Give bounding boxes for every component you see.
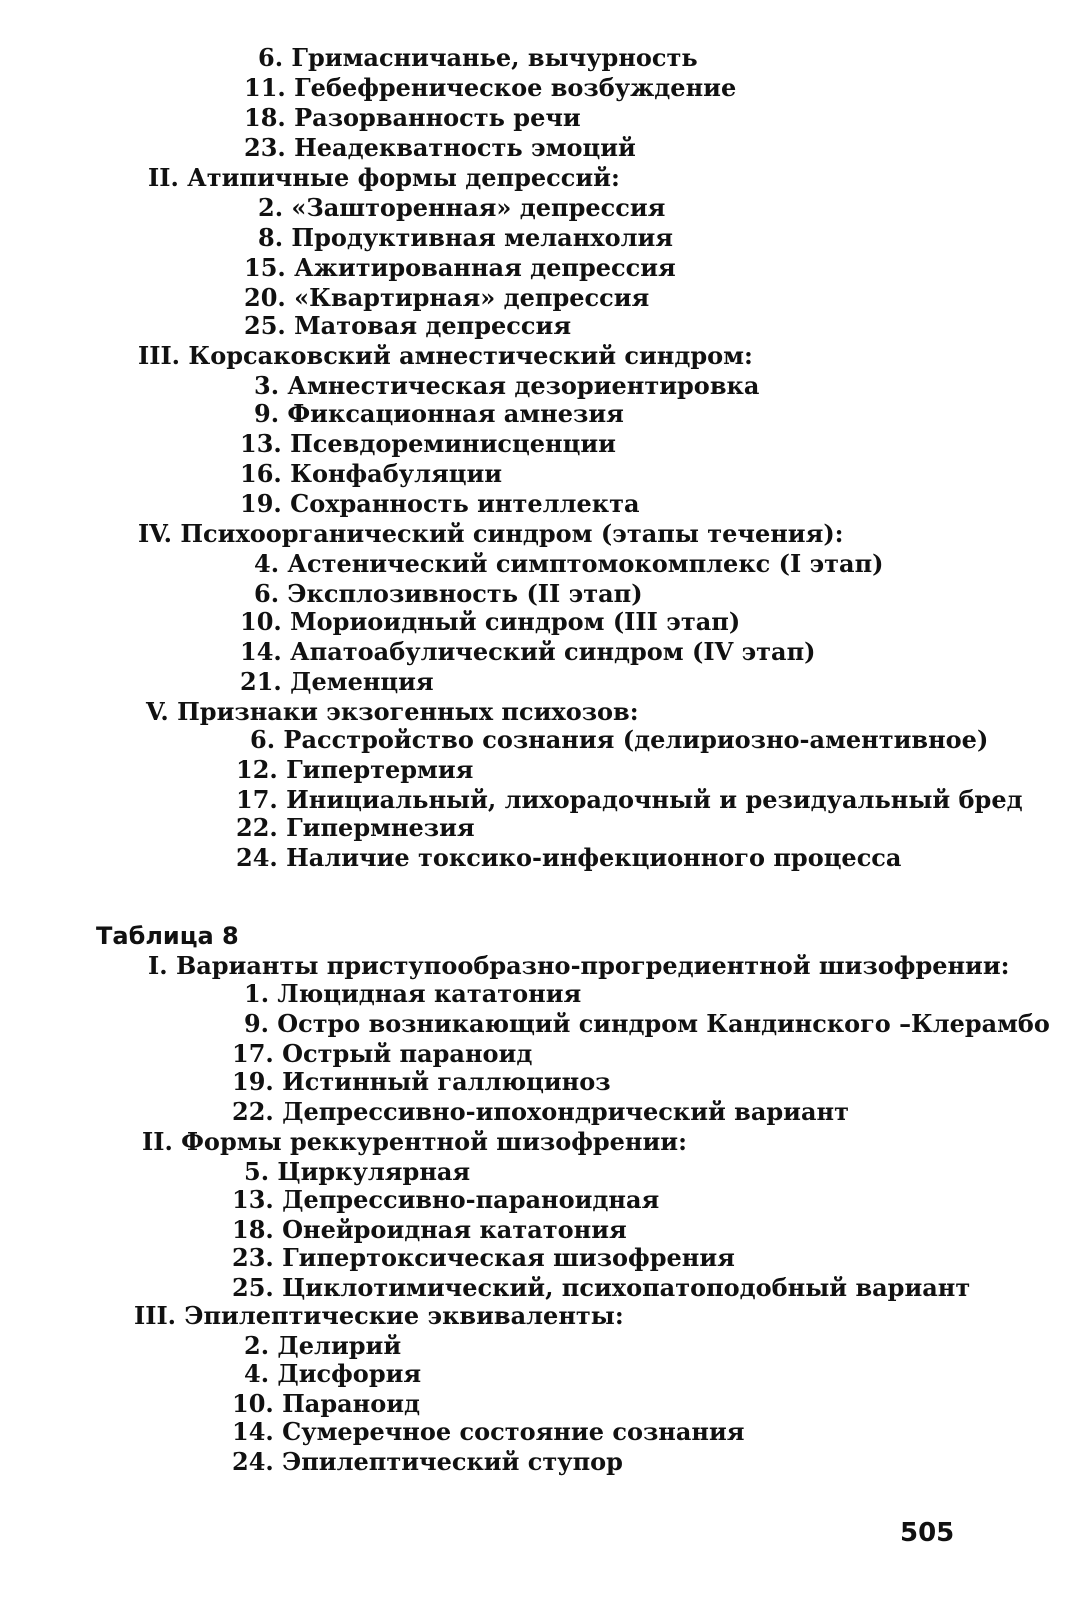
- list-item: 24. Эпилептический ступор: [232, 1447, 623, 1476]
- list-item: 16. Конфабуляции: [240, 459, 503, 488]
- section-title: III. Эпилептические эквиваленты:: [134, 1301, 624, 1330]
- list-item: 17. Острый параноид: [232, 1039, 533, 1068]
- list-item: 24. Наличие токсико-инфекционного процесса: [236, 843, 902, 872]
- list-item: 14. Апатоабулический синдром (IV этап): [240, 637, 816, 666]
- list-item: 19. Истинный галлюциноз: [232, 1067, 611, 1096]
- list-item: 12. Гипертермия: [236, 755, 474, 784]
- list-item: 23. Гипертоксическая шизофрения: [232, 1243, 735, 1272]
- section-title: II. Формы реккурентной шизофрении:: [142, 1127, 687, 1156]
- list-item: 11. Гебефреническое возбуждение: [244, 73, 737, 102]
- section-title: III. Корсаковский амнестический синдром:: [138, 341, 753, 370]
- section-title: II. Атипичные формы депрессий:: [148, 163, 620, 192]
- list-item: 17. Инициальный, лихорадочный и резидуальный бред: [236, 785, 1023, 814]
- list-item: 18. Разорванность речи: [244, 103, 581, 132]
- list-item: 9. Остро возникающий синдром Кандинского –Клерамбо: [244, 1009, 1050, 1038]
- list-item: 5. Циркулярная: [244, 1157, 471, 1186]
- section-title: V. Признаки экзогенных психозов:: [146, 697, 639, 726]
- list-item: 2. Делирий: [244, 1331, 402, 1360]
- list-item: 21. Деменция: [240, 667, 434, 696]
- list-item: 20. «Квартирная» депрессия: [244, 283, 650, 312]
- list-item: 3. Амнестическая дезориентировка: [254, 371, 760, 400]
- list-item: 6. Эксплозивность (II этап): [254, 579, 643, 608]
- table-heading: Таблица 8: [96, 922, 239, 950]
- list-item: 14. Сумеречное состояние сознания: [232, 1417, 745, 1446]
- list-item: 25. Матовая депрессия: [244, 311, 572, 340]
- list-item: 23. Неадекватность эмоций: [244, 133, 636, 162]
- list-item: 10. Мориоидный синдром (III этап): [240, 607, 741, 636]
- list-item: 1. Люцидная кататония: [244, 979, 582, 1008]
- list-item: 25. Циклотимический, психопатоподобный вариант: [232, 1273, 971, 1302]
- list-item: 22. Гипермнезия: [236, 813, 475, 842]
- list-item: 4. Дисфория: [244, 1359, 422, 1388]
- section-title: I. Варианты приступообразно-прогредиентной шизофрении:: [148, 951, 1010, 980]
- list-item: 10. Параноид: [232, 1389, 421, 1418]
- list-item: 2. «Зашторенная» депрессия: [258, 193, 666, 222]
- list-item: 15. Ажитированная депрессия: [244, 253, 676, 282]
- list-item: 22. Депрессивно-ипохондрический вариант: [232, 1097, 849, 1126]
- page-number: 505: [900, 1518, 955, 1548]
- list-item: 6. Расстройство сознания (делириозно-аментивное): [250, 725, 989, 754]
- list-item: 8. Продуктивная меланхолия: [258, 223, 674, 252]
- list-item: 9. Фиксационная амнезия: [254, 399, 624, 428]
- list-item: 18. Онейроидная кататония: [232, 1215, 627, 1244]
- list-item: 13. Депрессивно-параноидная: [232, 1185, 660, 1214]
- list-item: 4. Астенический симптомокомплекс (I этап): [254, 549, 884, 578]
- list-item: 19. Сохранность интеллекта: [240, 489, 640, 518]
- section-title: IV. Психоорганический синдром (этапы течения):: [138, 519, 844, 548]
- list-item: 6. Гримасничанье, вычурность: [258, 43, 698, 72]
- list-item: 13. Псевдореминисценции: [240, 429, 616, 458]
